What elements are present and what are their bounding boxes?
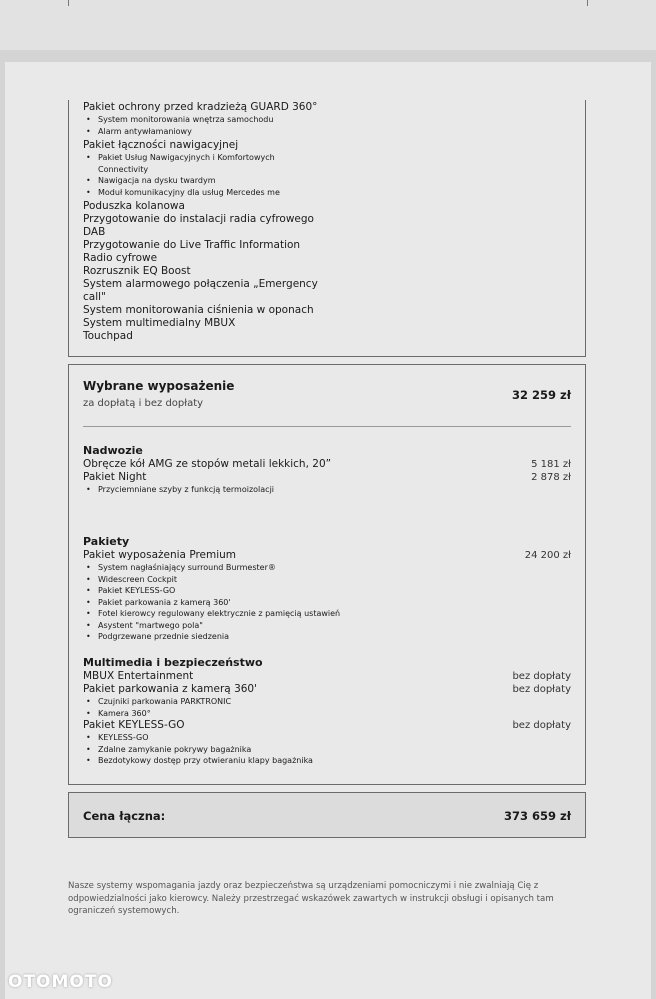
equipment-line: Przygotowanie do Live Traffic Information [83, 239, 301, 251]
disclaimer-text: Nasze systemy wspomagania jazdy oraz bezpieczeństwa są urządzeniami pomocniczymi i nie zwalniają Cię z odpowiedzialności jako kierowcy. Należy przestrzegać wskazówek zawartych w instrukcji obsługi i opisanych tam ograniczeń systemowych. [68, 881, 554, 916]
list-item: • Bezdotykowy dostęp przy otwieraniu klapy bagażnika [83, 755, 571, 767]
equipment-line: Touchpad [83, 330, 133, 342]
list-item: • System nagłaśniający surround Burmester® [83, 562, 571, 574]
option-name: Pakiet Night [83, 471, 147, 483]
option-price: 2 878 zł [531, 472, 571, 483]
otomoto-watermark: OTOMOTO [8, 972, 113, 992]
option-row [83, 458, 571, 471]
option-row [83, 683, 571, 696]
total-price-value: 373 659 zł [504, 809, 571, 823]
previous-box-left-edge [68, 0, 69, 6]
section-body [83, 444, 571, 496]
list-item: • Kamera 360° [83, 708, 571, 720]
total-price-label: Cena łączna: [83, 809, 166, 823]
list-item: • Alarm antywłamaniowy [83, 126, 571, 138]
option-price: 24 200 zł [524, 550, 571, 561]
selected-equipment-subtitle: za dopłatą i bez dopłaty [83, 398, 204, 409]
section-title: Nadwozie [83, 444, 143, 457]
group-title-guard: Pakiet ochrony przed kradzieżą GUARD 360° [83, 101, 318, 113]
equipment-line: DAB [83, 226, 106, 238]
list-item: • Pakiet parkowania z kamerą 360' [83, 597, 571, 609]
option-price: bez dopłaty [512, 720, 571, 731]
option-price: bez dopłaty [512, 671, 571, 682]
section-title: Pakiety [83, 535, 130, 548]
option-name: MBUX Entertainment [83, 670, 194, 682]
option-price: bez dopłaty [512, 684, 571, 695]
total-price-row [83, 809, 571, 823]
list-item: • Nawigacja na dysku twardym [83, 175, 571, 187]
list-item: • Fotel kierowcy regulowany elektrycznie z pamięcią ustawień [83, 608, 571, 620]
previous-page-edge [0, 0, 656, 50]
option-name: Pakiet parkowania z kamerą 360' [83, 683, 258, 695]
option-row [83, 549, 571, 562]
option-name: Pakiet wyposażenia Premium [83, 549, 237, 561]
previous-box-right-edge [587, 0, 588, 6]
list-item-continuation: Connectivity [98, 164, 149, 174]
group-title-navigation: Pakiet łączności nawigacyjnej [83, 139, 239, 151]
option-row [83, 471, 571, 484]
list-item: • Przyciemniane szyby z funkcją termoizolacji [83, 484, 571, 496]
total-price-box [68, 792, 586, 838]
option-row [83, 719, 571, 732]
equipment-line: Radio cyfrowe [83, 252, 158, 264]
selected-equipment-box [68, 364, 586, 785]
selected-equipment-title: Wybrane wyposażenie [83, 379, 235, 393]
list-item: • Moduł komunikacyjny dla usług Mercedes me [83, 187, 571, 199]
option-name: Pakiet KEYLESS-GO [83, 719, 185, 731]
list-item: • Widescreen Cockpit [83, 574, 571, 586]
option-name: Obręcze kół AMG ze stopów metali lekkich, 20” [83, 458, 332, 470]
equipment-line: System multimedialny MBUX [83, 317, 236, 329]
equipment-line: Poduszka kolanowa [83, 200, 185, 212]
list-item: • Pakiet KEYLESS-GO [83, 585, 571, 597]
list-item: • Czujniki parkowania PARKTRONIC [83, 696, 571, 708]
equipment-line: System alarmowego połączenia „Emergency [83, 278, 318, 290]
equipment-line: System monitorowania ciśnienia w oponach [83, 304, 314, 316]
section-title: Multimedia i bezpieczeństwo [83, 656, 263, 669]
equipment-line: Rozrusznik EQ Boost [83, 265, 191, 277]
list-item: • Podgrzewane przednie siedzenia [83, 631, 571, 643]
list-item: • Pakiet Usług Nawigacyjnych i Komfortowych [83, 152, 571, 164]
equipment-line: call" [83, 291, 106, 303]
option-price: 5 181 zł [531, 459, 571, 470]
equipment-line: Przygotowanie do instalacji radia cyfrowego [83, 213, 314, 225]
section-packages [83, 535, 571, 643]
list-item: • System monitorowania wnętrza samochodu [83, 114, 571, 126]
divider [83, 426, 571, 427]
list-item: • KEYLESS-GO [83, 732, 571, 744]
list-item: • Asystent "martwego pola" [83, 620, 571, 632]
list-item: • Zdalne zamykanie pokrywy bagażnika [83, 744, 571, 756]
standard-equipment-box [68, 100, 586, 357]
option-row [83, 670, 571, 683]
selected-equipment-total: 32 259 zł [512, 388, 571, 402]
section-multimedia [83, 656, 571, 767]
